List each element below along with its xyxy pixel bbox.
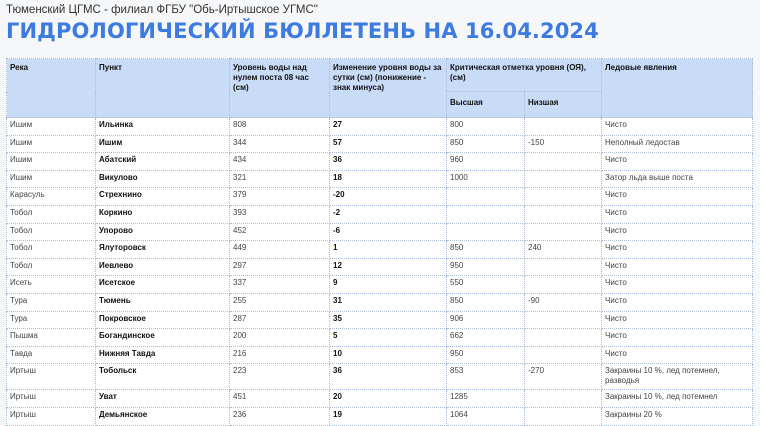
cell-critical-high: 850: [447, 241, 525, 259]
table-row: [7, 241, 753, 259]
cell-level: 344: [230, 135, 330, 153]
cell-change: -2: [330, 205, 447, 223]
cell-ice: Чисто: [602, 276, 753, 294]
table-row: [7, 258, 753, 276]
cell-river: Иртыш: [7, 407, 96, 425]
cell-point: Демьянское: [96, 407, 230, 425]
column-header-point: Пункт: [96, 59, 230, 118]
cell-ice: Неполный ледостав: [602, 135, 753, 153]
cell-level: 236: [230, 407, 330, 425]
cell-critical-low: [525, 170, 602, 188]
cell-river: Ишим: [7, 118, 96, 136]
cell-change: 10: [330, 346, 447, 364]
cell-point: Нижняя Тавда: [96, 346, 230, 364]
cell-change: 36: [330, 153, 447, 171]
cell-river: Тобол: [7, 258, 96, 276]
cell-ice: Чисто: [602, 188, 753, 206]
cell-point: Викулово: [96, 170, 230, 188]
cell-critical-low: [525, 276, 602, 294]
cell-point: Тюмень: [96, 293, 230, 311]
table-row: [7, 205, 753, 223]
cell-level: 451: [230, 390, 330, 408]
cell-level: 452: [230, 223, 330, 241]
cell-ice: Закраины 10 %, лед потемнел: [602, 390, 753, 408]
hydrological-bulletin-table: [6, 58, 753, 426]
cell-level: 216: [230, 346, 330, 364]
cell-critical-high: 960: [447, 153, 525, 171]
cell-ice: Закраины 20 %: [602, 407, 753, 425]
cell-level: 434: [230, 153, 330, 171]
cell-river: Карасуль: [7, 188, 96, 206]
table-row: [7, 153, 753, 171]
column-header-daily-change: Изменение уровня воды за сутки (см) (понижение - знак минуса): [330, 59, 447, 118]
cell-critical-low: [525, 311, 602, 329]
cell-point: Уват: [96, 390, 230, 408]
column-header-water-level: Уровень воды над нулем поста 08 час (см): [230, 59, 330, 118]
table-row: [7, 223, 753, 241]
cell-level: 393: [230, 205, 330, 223]
cell-river: Ишим: [7, 153, 96, 171]
cell-river: Иртыш: [7, 390, 96, 408]
cell-river: Тура: [7, 293, 96, 311]
cell-critical-low: [525, 407, 602, 425]
cell-ice: Чисто: [602, 223, 753, 241]
cell-point: Ишим: [96, 135, 230, 153]
cell-change: -20: [330, 188, 447, 206]
cell-critical-low: [525, 118, 602, 136]
table-row: [7, 407, 753, 425]
cell-critical-high: 850: [447, 135, 525, 153]
cell-critical-high: 850: [447, 293, 525, 311]
table-row: [7, 170, 753, 188]
cell-level: 287: [230, 311, 330, 329]
cell-ice: Чисто: [602, 293, 753, 311]
cell-point: Стрехнино: [96, 188, 230, 206]
cell-river: Исеть: [7, 276, 96, 294]
cell-change: 9: [330, 276, 447, 294]
cell-point: Коркино: [96, 205, 230, 223]
table-row: [7, 311, 753, 329]
cell-critical-high: 662: [447, 329, 525, 347]
cell-change: 19: [330, 407, 447, 425]
organization-subtitle: Тюменский ЦГМС - филиал ФГБУ "Обь-Иртышское УГМС": [6, 4, 318, 16]
cell-level: 321: [230, 170, 330, 188]
cell-critical-high: 1000: [447, 170, 525, 188]
cell-ice: Чисто: [602, 241, 753, 259]
cell-critical-low: [525, 153, 602, 171]
cell-point: Богандинское: [96, 329, 230, 347]
cell-ice: Чисто: [602, 329, 753, 347]
cell-level: 255: [230, 293, 330, 311]
cell-critical-high: 800: [447, 118, 525, 136]
page-title: ГИДРОЛОГИЧЕСКИЙ БЮЛЛЕТЕНЬ НА 16.04.2024: [6, 19, 599, 43]
cell-critical-high: 1285: [447, 390, 525, 408]
cell-critical-high: 1064: [447, 407, 525, 425]
cell-ice: Чисто: [602, 311, 753, 329]
cell-change: 36: [330, 364, 447, 390]
column-header-ice-phenomena: Ледовые явления: [602, 59, 753, 118]
table-row: [7, 276, 753, 294]
cell-river: Тобол: [7, 205, 96, 223]
cell-level: 297: [230, 258, 330, 276]
cell-change: 20: [330, 390, 447, 408]
cell-ice: Затор льда выше поста: [602, 170, 753, 188]
table-row: [7, 364, 753, 390]
cell-point: Ялуторовск: [96, 241, 230, 259]
table-row: [7, 390, 753, 408]
cell-level: 200: [230, 329, 330, 347]
cell-critical-low: [525, 390, 602, 408]
cell-river: Тура: [7, 311, 96, 329]
cell-critical-high: 853: [447, 364, 525, 390]
cell-change: 31: [330, 293, 447, 311]
cell-level: 379: [230, 188, 330, 206]
cell-river: Тавда: [7, 346, 96, 364]
cell-critical-low: [525, 188, 602, 206]
cell-ice: Чисто: [602, 258, 753, 276]
table-row: [7, 135, 753, 153]
cell-ice: Чисто: [602, 205, 753, 223]
cell-ice: Закраины 10 %, лед потемнел, разводья: [602, 364, 753, 390]
cell-change: 1: [330, 241, 447, 259]
cell-change: -6: [330, 223, 447, 241]
cell-river: Ишим: [7, 170, 96, 188]
table-row: [7, 329, 753, 347]
cell-point: Исетское: [96, 276, 230, 294]
cell-change: 18: [330, 170, 447, 188]
cell-critical-low: 240: [525, 241, 602, 259]
cell-critical-low: [525, 258, 602, 276]
cell-level: 223: [230, 364, 330, 390]
cell-critical-low: [525, 205, 602, 223]
cell-point: Иевлево: [96, 258, 230, 276]
cell-change: 12: [330, 258, 447, 276]
cell-point: Покровское: [96, 311, 230, 329]
cell-change: 35: [330, 311, 447, 329]
cell-critical-low: -90: [525, 293, 602, 311]
cell-point: Упорово: [96, 223, 230, 241]
cell-critical-low: -150: [525, 135, 602, 153]
table-row: [7, 118, 753, 136]
cell-river: Иртыш: [7, 364, 96, 390]
cell-critical-low: [525, 329, 602, 347]
cell-level: 337: [230, 276, 330, 294]
cell-change: 5: [330, 329, 447, 347]
cell-change: 57: [330, 135, 447, 153]
cell-critical-high: [447, 188, 525, 206]
cell-critical-high: [447, 205, 525, 223]
cell-ice: Чисто: [602, 118, 753, 136]
column-header-critical-mark: Критическая отметка уровня (ОЯ), (см): [447, 59, 602, 92]
cell-critical-low: -270: [525, 364, 602, 390]
cell-point: Ильинка: [96, 118, 230, 136]
cell-river: Тобол: [7, 241, 96, 259]
cell-point: Абатский: [96, 153, 230, 171]
cell-river: Тобол: [7, 223, 96, 241]
cell-level: 449: [230, 241, 330, 259]
cell-critical-low: [525, 346, 602, 364]
table-row: [7, 293, 753, 311]
cell-critical-high: 906: [447, 311, 525, 329]
table-row: [7, 188, 753, 206]
table-row: [7, 346, 753, 364]
cell-change: 27: [330, 118, 447, 136]
cell-ice: Чисто: [602, 153, 753, 171]
column-header-river: Река: [7, 59, 96, 118]
cell-point: Тобольск: [96, 364, 230, 390]
cell-ice: Чисто: [602, 346, 753, 364]
cell-river: Пышма: [7, 329, 96, 347]
cell-critical-high: 950: [447, 346, 525, 364]
cell-critical-low: [525, 223, 602, 241]
column-header-critical-low: Низшая: [525, 92, 602, 118]
cell-critical-high: 550: [447, 276, 525, 294]
cell-river: Ишим: [7, 135, 96, 153]
cell-level: 808: [230, 118, 330, 136]
cell-critical-high: [447, 223, 525, 241]
column-header-critical-high: Высшая: [447, 92, 525, 118]
cell-critical-high: 950: [447, 258, 525, 276]
